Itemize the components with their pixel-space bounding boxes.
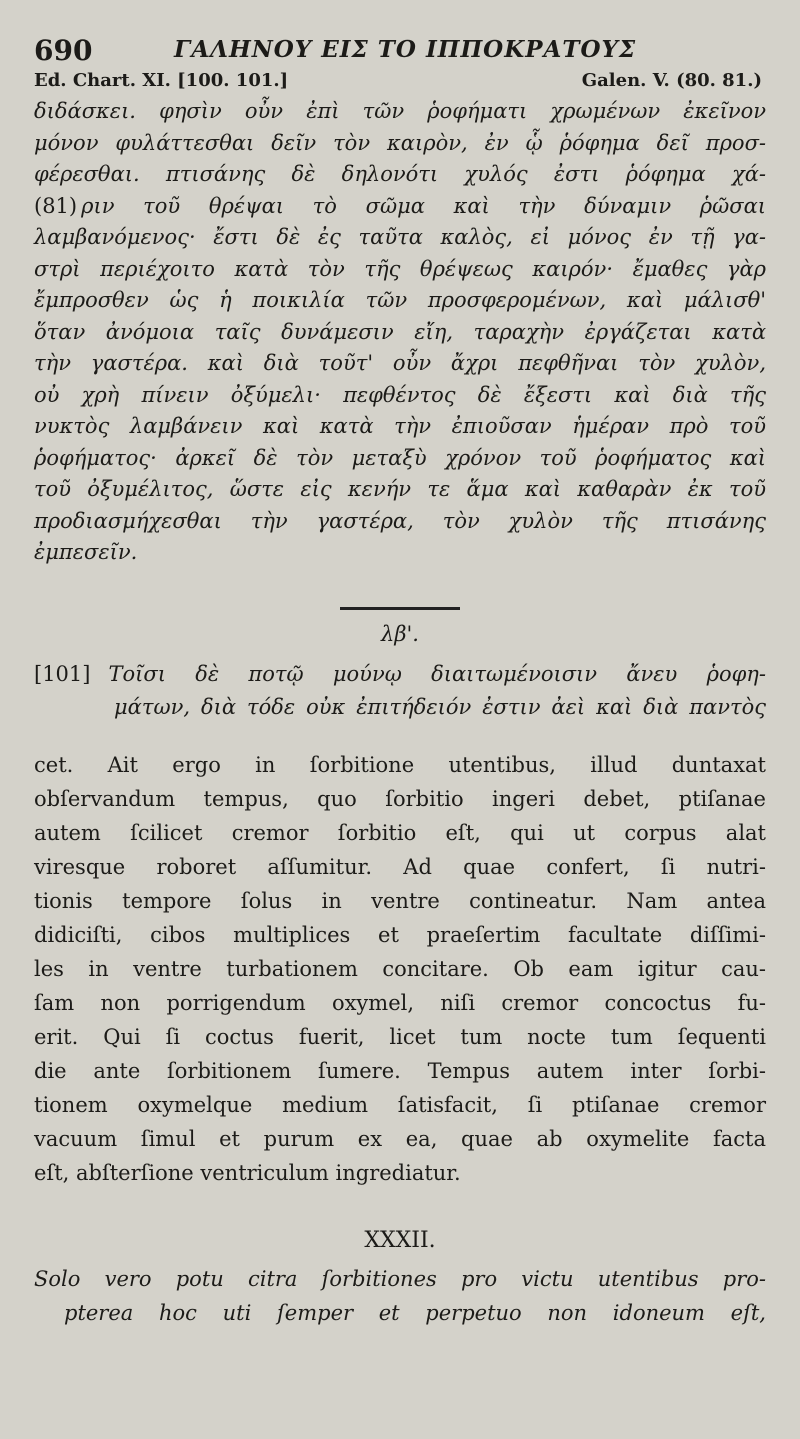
latin-lemma-line: pterea hoc uti ſemper et perpetuo non idoneum eſt, xyxy=(64,1300,766,1325)
greek-line: προδιασμήχεσθαι τὴν γαστέρα, τὸν χυλὸν τῆς πτισάνης xyxy=(34,508,766,533)
greek-line: λαμβανόμενος· ἔστι δὲ ἐς ταῦτα καλὸς, εἰ μόνος ἐν τῇ γα- xyxy=(34,225,766,249)
edition-chartier-reference: Ed. Chart. XI. [100. 101.] xyxy=(34,70,289,91)
greek-section-number: λβ'. xyxy=(381,621,419,646)
latin-line: die ante ſorbitionem ſumere. Tempus autem inter ſorbi- xyxy=(34,1058,766,1083)
lemma-line-with-marker xyxy=(34,658,766,691)
lemma-line: μάτων, διὰ τόδε οὐκ ἐπιτήδειόν ἐστιν ἀεὶ καὶ διὰ παντὸς xyxy=(114,694,766,719)
greek-line: ἔμπροσθεν ὡς ἡ ποικιλία τῶν προσφερομένων, καὶ μάλισθ' xyxy=(34,288,766,312)
latin-line: les in ventre turbationem concitare. Ob eam igitur cau- xyxy=(34,956,766,981)
lemma-page-marker: [101] xyxy=(34,661,91,686)
latin-section-number: XXXII. xyxy=(364,1227,436,1253)
page-header xyxy=(34,26,766,66)
greek-line: διδάσκει. φησὶν οὖν ἐπὶ τῶν ῥοφήματι χρωμένων ἐκεῖνον xyxy=(34,99,766,123)
latin-translation-text xyxy=(34,748,766,1190)
running-title: ΓΑΛΗΝΟΥ ΕΙΣ ΤΟ ΙΠΠΟΚΡΑΤΟΥΣ xyxy=(174,36,637,63)
latin-line: tionem oxymelque medium ſatisfacit, ſi ptiſanae cremor xyxy=(34,1092,766,1117)
latin-line: erit. Qui ſi coctus fuerit, licet tum nocte tum ſequenti xyxy=(34,1024,766,1049)
latin-line: eſt, abſterſione ventriculum ingrediatur. xyxy=(34,1160,461,1185)
greek-line: στρὶ περιέχοιτο κατὰ τὸν τῆς θρέψεως καιρόν· ἔμαθες γὰρ xyxy=(34,256,766,281)
greek-line: τὴν γαστέρα. καὶ διὰ τοῦτ' οὖν ἄχρι πεφθῆναι τὸν χυλὸν, xyxy=(34,351,766,375)
latin-line: cet. Ait ergo in ſorbitione utentibus, illud duntaxat xyxy=(34,752,766,777)
greek-line: νυκτὸς λαμβάνειν καὶ κατὰ τὴν ἐπιοῦσαν ἡμέραν πρὸ τοῦ xyxy=(34,414,766,438)
greek-line: τοῦ ὀξυμέλιτος, ὥστε εἰς κενήν τε ἅμα καὶ καθαρὰν ἐκ τοῦ xyxy=(34,477,766,501)
greek-lemma xyxy=(34,658,766,724)
latin-line: autem ſcilicet cremor ſorbitio eſt, qui ut corpus alat xyxy=(34,820,766,845)
greek-line: μόνον φυλάττεσθαι δεῖν τὸν καιρὸν, ἐν ᾧ ῥόφημα δεῖ προσ- xyxy=(34,130,766,155)
latin-line: obſervandum tempus, quo ſorbitio ingeri debet, ptiſanae xyxy=(34,786,766,811)
margin-page-marker: (81) xyxy=(34,193,78,218)
greek-line-with-margin xyxy=(34,191,766,223)
lemma-line-text: Τοῖσι δὲ ποτῷ μούνῳ διαιτωμένοισιν ἄνευ ῥοφη- xyxy=(108,661,766,686)
latin-line: didiciſti, cibos multiplices et praeſertim facultate diſſimi- xyxy=(34,922,766,947)
greek-line: οὐ χρὴ πίνειν ὀξύμελι· πεφθέντος δὲ ἔξεστι καὶ διὰ τῆς xyxy=(34,382,766,407)
section-divider xyxy=(340,607,460,610)
page-number: 690 xyxy=(34,34,93,67)
latin-line: viresque roboret aſſumitur. Ad quae confert, ſi nutri- xyxy=(34,854,766,879)
greek-line-text: ριν τοῦ θρέψαι τὸ σῶμα καὶ τὴν δύναμιν ῥῶσαι xyxy=(81,193,766,218)
greek-line: ῥοφήματος· ἀρκεῖ δὲ τὸν μεταξὺ χρόνον τοῦ ῥοφήματος καὶ xyxy=(34,445,766,470)
latin-lemma xyxy=(34,1262,766,1330)
greek-line: ἐμπεσεῖν. xyxy=(34,540,138,564)
greek-commentary-text xyxy=(34,96,766,569)
latin-line: tionis tempore ſolus in ventre contineatur. Nam antea xyxy=(34,888,766,913)
latin-line: ſam non porrigendum oxymel, niſi cremor concoctus fu- xyxy=(34,990,766,1015)
latin-lemma-line: Solo vero potu citra ſorbitiones pro victu utentibus pro- xyxy=(34,1266,766,1291)
latin-line: vacuum ſimul et purum ex ea, quae ab oxymelite facta xyxy=(34,1126,766,1151)
edition-reference-row xyxy=(34,66,766,92)
edition-kuhn-reference: Galen. V. (80. 81.) xyxy=(581,70,762,91)
greek-line: ὅταν ἀνόμοια ταῖς δυνάμεσιν εἴη, ταραχὴν ἐργάζεται κατὰ xyxy=(34,319,766,344)
greek-line: φέρεσθαι. πτισάνης δὲ δηλονότι χυλός ἐστι ῥόφημα χά- xyxy=(34,162,766,186)
